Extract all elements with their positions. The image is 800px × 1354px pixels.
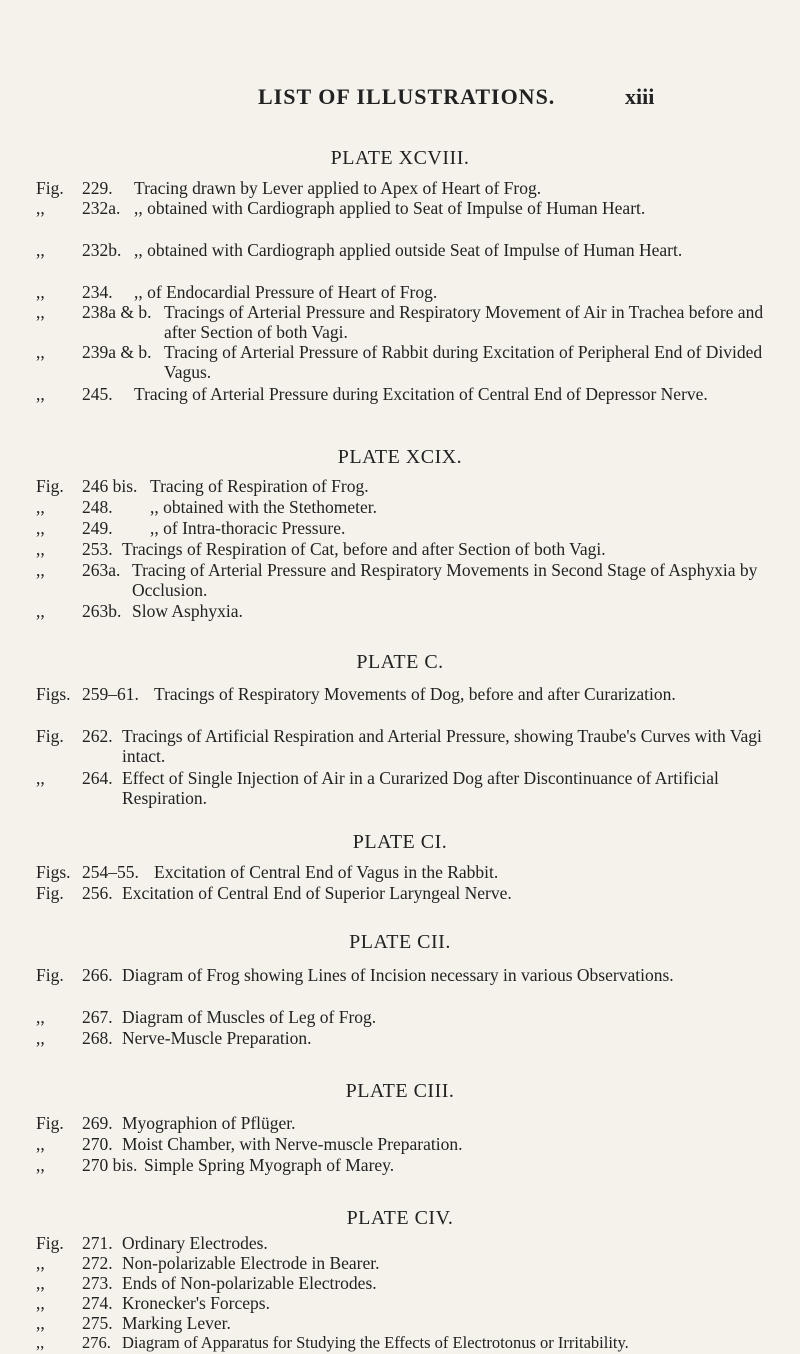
- list-item: [36, 1155, 766, 1175]
- entry-label: ,,: [36, 384, 45, 404]
- page-number: xiii: [625, 84, 655, 109]
- plate-title: PLATE CIV.: [346, 1207, 454, 1229]
- list-item: [36, 384, 766, 424]
- figure-number: 272.: [82, 1253, 113, 1273]
- entry-text: Simple Spring Myograph of Marey.: [144, 1155, 395, 1175]
- list-item: [36, 768, 766, 808]
- entry-text: Ordinary Electrodes.: [122, 1233, 268, 1253]
- entry-label: ,,: [36, 342, 45, 362]
- plate-title: PLATE C.: [356, 651, 444, 673]
- entry-label: ,,: [36, 282, 45, 302]
- entry-text: Marking Lever.: [122, 1313, 231, 1333]
- entry-text: Excitation of Central End of Superior Laryngeal Nerve.: [122, 883, 512, 903]
- figure-number: 256.: [82, 883, 113, 903]
- entry-label: Figs.: [36, 684, 71, 704]
- entry-label: Fig.: [36, 965, 64, 985]
- entry-label: ,,: [36, 1333, 45, 1352]
- list-item: [36, 601, 766, 621]
- figure-number: 271.: [82, 1233, 113, 1253]
- entry-label: ,,: [36, 497, 45, 517]
- entry-text: Slow Asphyxia.: [132, 601, 243, 621]
- entry-label: ,,: [36, 240, 45, 260]
- entry-text: Myographion of Pflüger.: [122, 1113, 296, 1133]
- entry-text: Nerve-Muscle Preparation.: [122, 1028, 312, 1048]
- list-item: [36, 240, 766, 280]
- figure-number: 245.: [82, 384, 113, 404]
- entry-text: ,, obtained with Cardiograph applied outside Seat of Impulse of Human Heart.: [134, 240, 683, 260]
- list-item: [36, 1113, 766, 1133]
- entry-label: Fig.: [36, 883, 64, 903]
- list-item: [36, 1273, 766, 1293]
- entry-text: Tracings of Respiratory Movements of Dog, before and after Curarization.: [154, 684, 676, 704]
- entry-text: Tracings of Arterial Pressure and Respiratory Movement of Air in Trachea before and after Section of both Vagi.: [164, 302, 764, 342]
- list-item: [36, 518, 766, 538]
- entry-text: Non-polarizable Electrode in Bearer.: [122, 1253, 380, 1273]
- entry-label: ,,: [36, 1007, 45, 1027]
- entry-text: Tracing of Arterial Pressure of Rabbit during Excitation of Peripheral End of Divided Vagus.: [164, 342, 763, 382]
- entry-label: ,,: [36, 198, 45, 218]
- entry-text: ,, of Endocardial Pressure of Heart of Frog.: [134, 282, 438, 302]
- figure-number: 275.: [82, 1313, 113, 1333]
- plate-title: PLATE XCIX.: [337, 446, 463, 468]
- entry-text: Kronecker's Forceps.: [122, 1293, 270, 1313]
- list-item: [36, 178, 766, 198]
- entry-text: Tracings of Artificial Respiration and Arterial Pressure, showing Traube's Curves with Vagi intact.: [122, 726, 762, 766]
- figure-number: 238a & b.: [82, 302, 152, 322]
- list-item: [36, 862, 766, 882]
- figure-number: 267.: [82, 1007, 113, 1027]
- entry-label: ,,: [36, 1293, 45, 1313]
- list-item: [36, 1253, 766, 1273]
- plate-title: PLATE CI.: [352, 831, 448, 853]
- entry-label: ,,: [36, 1134, 45, 1154]
- plate-title: PLATE CIII.: [345, 1080, 455, 1102]
- entry-text: Tracing drawn by Lever applied to Apex of Heart of Frog.: [134, 178, 542, 198]
- figure-number: 269.: [82, 1113, 113, 1133]
- list-item: [36, 282, 766, 302]
- list-item: [36, 1233, 766, 1253]
- list-item: [36, 726, 766, 766]
- list-item: [36, 1293, 766, 1313]
- entry-label: ,,: [36, 1313, 45, 1333]
- running-header: [0, 84, 800, 114]
- entry-text: Diagram of Apparatus for Studying the Effects of Electrotonus or Irritability.: [122, 1333, 629, 1352]
- entry-label: ,,: [36, 302, 45, 322]
- entry-label: Fig.: [36, 1113, 64, 1133]
- figure-number: 248.: [82, 497, 113, 517]
- list-item: [36, 302, 766, 342]
- entry-text: Diagram of Frog showing Lines of Incision necessary in various Observations.: [122, 965, 674, 985]
- entry-label: ,,: [36, 1155, 45, 1175]
- entry-label: ,,: [36, 601, 45, 621]
- list-item: [36, 1007, 766, 1027]
- figure-number: 259–61.: [82, 684, 139, 704]
- figure-number: 239a & b.: [82, 342, 152, 362]
- list-item: [36, 684, 766, 724]
- entry-text: Tracings of Respiration of Cat, before and after Section of both Vagi.: [122, 539, 606, 559]
- figure-number: 270 bis.: [82, 1155, 138, 1175]
- entry-label: ,,: [36, 1273, 45, 1293]
- figure-number: 263b.: [82, 601, 122, 621]
- figure-number: 270.: [82, 1134, 113, 1154]
- entry-label: ,,: [36, 518, 45, 538]
- figure-number: 232b.: [82, 240, 122, 260]
- list-item: [36, 1333, 766, 1353]
- list-item: [36, 198, 766, 238]
- entry-text: Excitation of Central End of Vagus in the Rabbit.: [154, 862, 499, 882]
- list-item: [36, 497, 766, 517]
- list-item: [36, 883, 766, 903]
- entry-text: ,, obtained with the Stethometer.: [150, 497, 377, 517]
- entry-text: Tracing of Arterial Pressure during Excitation of Central End of Depressor Nerve.: [134, 384, 708, 404]
- list-item: [36, 1134, 766, 1154]
- figure-number: 253.: [82, 539, 113, 559]
- entry-text: ,, of Intra-thoracic Pressure.: [150, 518, 346, 538]
- entry-label: ,,: [36, 1028, 45, 1048]
- figure-number: 254–55.: [82, 862, 139, 882]
- list-item: [36, 476, 766, 496]
- figure-number: 274.: [82, 1293, 113, 1313]
- entry-label: ,,: [36, 539, 45, 559]
- entry-text: Tracing of Respiration of Frog.: [150, 476, 369, 496]
- figure-number: 232a.: [82, 198, 121, 218]
- entry-text: ,, obtained with Cardiograph applied to Seat of Impulse of Human Heart.: [134, 198, 646, 218]
- entry-label: ,,: [36, 560, 45, 580]
- figure-number: 262.: [82, 726, 113, 746]
- figure-number: 229.: [82, 178, 113, 198]
- figure-number: 273.: [82, 1273, 113, 1293]
- list-item: [36, 1028, 766, 1048]
- figure-number: 249.: [82, 518, 113, 538]
- figure-number: 268.: [82, 1028, 113, 1048]
- entry-text: Diagram of Muscles of Leg of Frog.: [122, 1007, 377, 1027]
- entry-label: ,,: [36, 1253, 45, 1273]
- figure-number: 246 bis.: [82, 476, 138, 496]
- entry-label: Fig.: [36, 726, 64, 746]
- entry-text: Effect of Single Injection of Air in a Curarized Dog after Discontinuance of Artificial Respiration.: [122, 768, 719, 808]
- list-item: [36, 342, 766, 382]
- figure-number: 234.: [82, 282, 113, 302]
- list-item: [36, 1313, 766, 1333]
- list-item: [36, 539, 766, 559]
- entry-text: Ends of Non-polarizable Electrodes.: [122, 1273, 377, 1293]
- list-item: [36, 560, 766, 600]
- entry-text: Tracing of Arterial Pressure and Respiratory Movements in Second Stage of Asphyxia by Occlusion.: [132, 560, 758, 600]
- plate-title: PLATE XCVIII.: [330, 147, 470, 169]
- entry-label: Fig.: [36, 178, 64, 198]
- entry-label: Fig.: [36, 476, 64, 496]
- entry-label: ,,: [36, 768, 45, 788]
- figure-number: 276.: [82, 1333, 111, 1352]
- entry-label: Figs.: [36, 862, 71, 882]
- figure-number: 266.: [82, 965, 113, 985]
- entry-label: Fig.: [36, 1233, 64, 1253]
- running-title: LIST OF ILLUSTRATIONS.: [258, 84, 556, 109]
- entry-text: Moist Chamber, with Nerve-muscle Preparation.: [122, 1134, 463, 1154]
- plate-title: PLATE CII.: [349, 931, 451, 953]
- figure-number: 264.: [82, 768, 113, 788]
- figure-number: 263a.: [82, 560, 121, 580]
- list-item: [36, 965, 766, 1005]
